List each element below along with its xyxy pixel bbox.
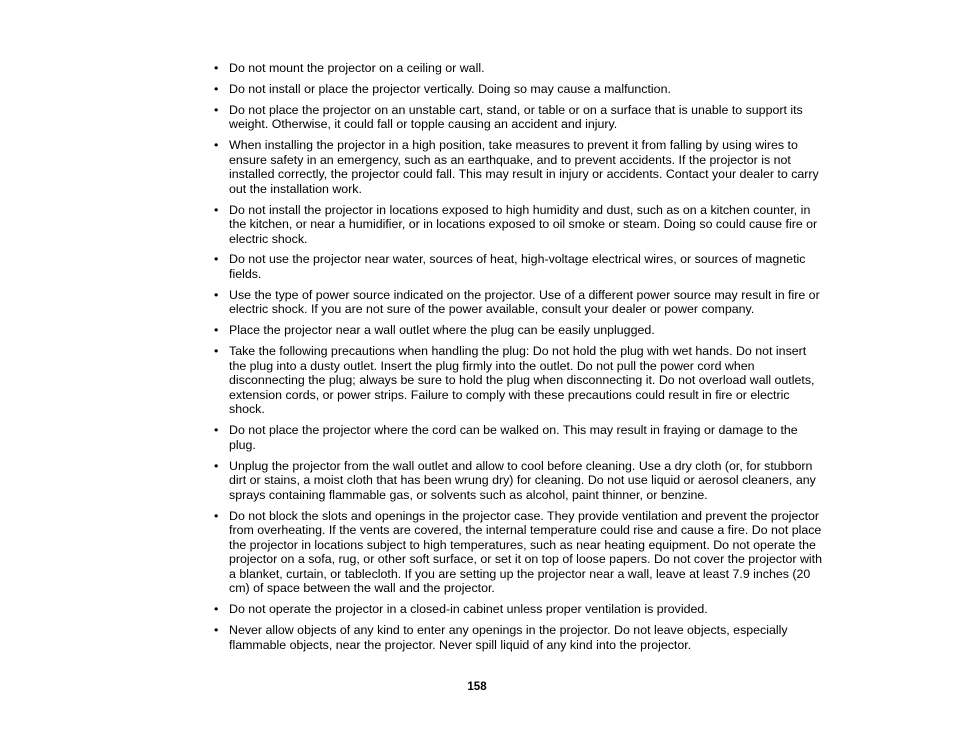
list-item xyxy=(214,203,826,247)
list-item-text: Place the projector near a wall outlet where the plug can be easily unplugged. xyxy=(229,323,655,338)
safety-instructions-list xyxy=(214,61,826,652)
bullet-icon: • xyxy=(214,508,219,523)
document-body xyxy=(214,61,826,658)
bullet-icon: • xyxy=(214,602,219,617)
list-item-text: Do not operate the projector in a closed-in cabinet unless proper ventilation is provided. xyxy=(229,602,708,617)
bullet-icon: • xyxy=(214,102,219,117)
list-item-text: Do not install the projector in locations exposed to high humidity and dust, such as on a kitchen counter, in the kitchen, or near a humidifier, or in locations exposed to oil smoke or steam. Doing so could cause fire or electric shock. xyxy=(229,202,818,246)
bullet-icon: • xyxy=(214,458,219,473)
bullet-icon: • xyxy=(214,252,219,267)
list-item-text: Do not place the projector on an unstable cart, stand, or table or on a surface that is unable to support its weight. Otherwise, it could fall or topple causing an accident and injury. xyxy=(229,102,803,132)
bullet-icon: • xyxy=(214,202,219,217)
list-item-text: Do not install or place the projector vertically. Doing so may cause a malfunction. xyxy=(229,81,671,96)
bullet-icon: • xyxy=(214,623,219,638)
list-item-text: Do not mount the projector on a ceiling or wall. xyxy=(229,61,485,75)
bullet-icon: • xyxy=(214,81,219,96)
list-item xyxy=(214,323,826,338)
list-item xyxy=(214,103,826,132)
list-item-text: Never allow objects of any kind to enter any openings in the projector. Do not leave objects, especially flammable objects, near the projector. Never spill liquid of any kind into the projector. xyxy=(229,623,788,652)
list-item-text: Use the type of power source indicated on the projector. Use of a different power source may result in fire or electric shock. If you are not sure of the power available, consult your dealer or power company. xyxy=(229,287,820,317)
list-item xyxy=(214,82,826,97)
bullet-icon: • xyxy=(214,323,219,338)
list-item-text: Do not use the projector near water, sources of heat, high-voltage electrical wires, or sources of magnetic fields. xyxy=(229,252,806,282)
bullet-icon: • xyxy=(214,61,219,75)
list-item-text: Do not block the slots and openings in the projector case. They provide ventilation and prevent the projector from overheating. If the vents are covered, the internal temperature could rise and cause a fire. Do not place the projector in locations subject to high temperatures, such as near heating equipment. Do not operate the projector on a sofa, rug, or other soft surface, or set it on top of loose papers. Do not cover the projector with a blanket, curtain, or tablecloth. If you are setting up the projector near a wall, leave at least 7.9 inches (20 cm) of space between the wall and the projector. xyxy=(229,508,822,596)
list-item-text: Take the following precautions when handling the plug: Do not hold the plug with wet hands. Do not insert the plug into a dusty outlet. Insert the plug firmly into the outlet. Do not pull the power cord when disconnecting the plug; always be sure to hold the plug when disconnecting it. Do not overload wall outlets, extension cords, or power strips. Failure to comply with these precautions could result in fire or electric shock. xyxy=(229,344,815,417)
list-item xyxy=(214,344,826,417)
bullet-icon: • xyxy=(214,344,219,358)
list-item-text: When installing the projector in a high position, take measures to prevent it from falling by using wires to ensure safety in an emergency, such as an earthquake, and to prevent accidents. If the projector is not installed correctly, the projector could fall. This may result in injury or accidents. Contact your dealer to carry out the installation work. xyxy=(229,137,819,196)
list-item xyxy=(214,509,826,597)
list-item xyxy=(214,138,826,196)
list-item-text: Do not place the projector where the cord can be walked on. This may result in fraying or damage to the plug. xyxy=(229,423,798,452)
page-number: 158 xyxy=(467,681,487,693)
list-item xyxy=(214,61,826,76)
list-item xyxy=(214,623,826,652)
list-item-text: Unplug the projector from the wall outlet and allow to cool before cleaning. Use a dry cloth (or, for stubborn dirt or stains, a moist cloth that has been wrung dry) for cleaning. Do not use liquid or aerosol cleaners, any sprays containing flammable gas, or solvents such as alcohol, paint thinner, or benzine. xyxy=(229,458,816,502)
list-item xyxy=(214,459,826,503)
list-item xyxy=(214,602,826,617)
list-item xyxy=(214,288,826,317)
bullet-icon: • xyxy=(214,137,219,152)
list-item xyxy=(214,252,826,281)
bullet-icon: • xyxy=(214,287,219,302)
bullet-icon: • xyxy=(214,423,219,438)
list-item xyxy=(214,423,826,452)
